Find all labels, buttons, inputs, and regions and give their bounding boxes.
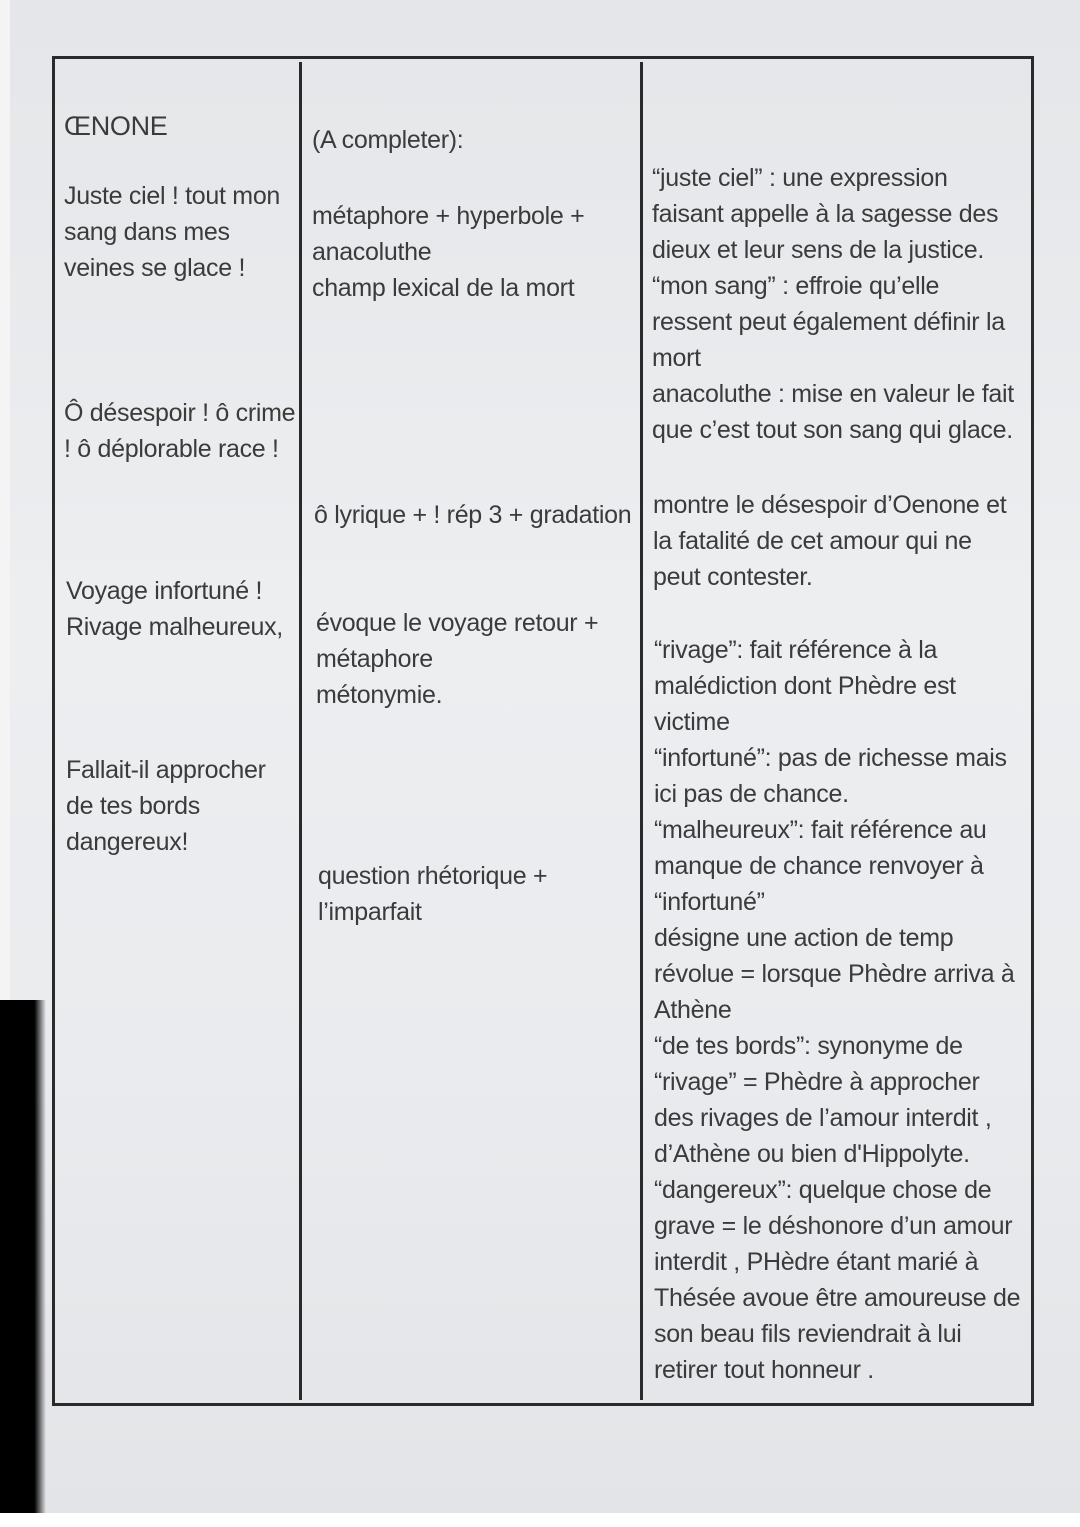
figures-2: ô lyrique + ! rép 3 + gradation <box>314 501 632 529</box>
analysis-3: “rivage”: fait référence à la malédiction dont Phèdre est victime “infortuné”: pas de richesse mais ici pas de chance. “malheureux”: fait référence au manque de chance renvoyer à “infortuné” désigne une action de temp révolue = lorsque Phèdre arriva à Athène “de tes bords”: synonyme de “rivage” = Phèdre à approcher des rivages de l’amour interdit , d’Athène ou bien d'Hippolyte. “dangereux”: quelque chose de grave = le déshonore d’un amour interdit , PHèdre étant marié à Thésée avoue être amoureuse de son beau fils reviendrait à lui retirer tout honneur . <box>654 636 1021 1384</box>
figures-1: métaphore + hyperbole + anacoluthe champ lexical de la mort <box>312 202 585 302</box>
column-heading: (A completer): <box>312 126 464 154</box>
figures-4: question rhétorique + l’imparfait <box>318 862 548 926</box>
figures-3: évoque le voyage retour + métaphore métonymie. <box>316 609 599 709</box>
verse-4: Fallait-il approcher de tes bords dangereux! <box>66 756 266 856</box>
analysis-2: montre le désespoir d’Oenone et la fatalité de cet amour qui ne peut contester. <box>653 491 1007 591</box>
verse-1: Juste ciel ! tout mon sang dans mes veines se glace ! <box>64 182 281 282</box>
column-divider-1 <box>299 62 302 1400</box>
speaker-name: ŒNONE <box>64 111 168 141</box>
column-divider-2 <box>640 62 643 1400</box>
analysis-1: “juste ciel” : une expression faisant appelle à la sagesse des dieux et leur sens de la justice. “mon sang” : effroie qu’elle ressent peut également définir la mort anacoluthe : mise en valeur le fait que c’est tout son sang qui glace. <box>652 164 1014 444</box>
verse-2: Ô désespoir ! ô crime ! ô déplorable race ! <box>64 399 296 463</box>
page-shadow <box>0 1000 46 1527</box>
verse-3: Voyage infortuné ! Rivage malheureux, <box>66 577 283 641</box>
page-edge-bottom <box>0 1513 1080 1527</box>
